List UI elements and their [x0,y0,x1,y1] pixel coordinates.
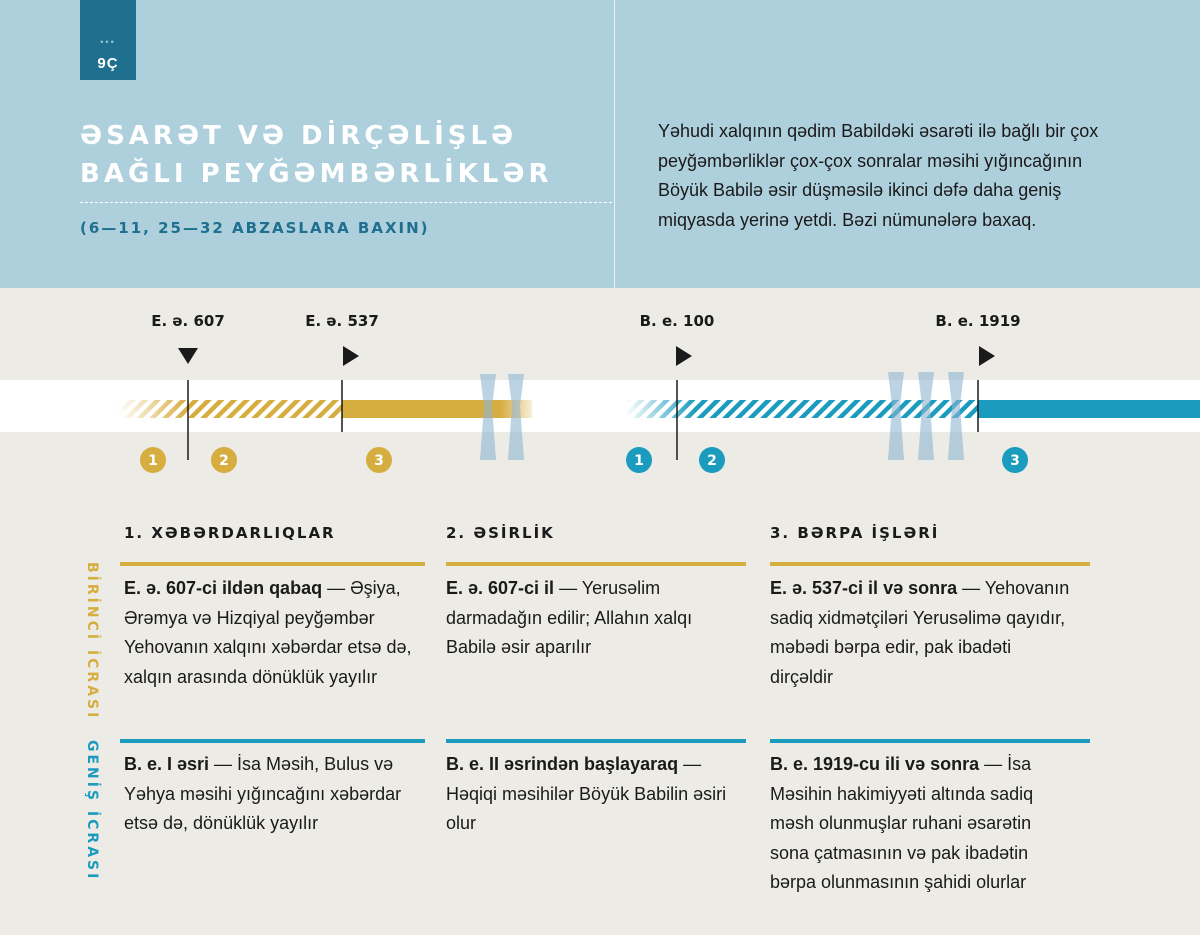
date-label-gold-2: E. ə. 537 [305,312,379,330]
cell-second-restoration-date: B. e. 1919-cu ili və sonra [770,754,980,774]
tag-dots: ••• [100,37,116,47]
rule-gold-col3 [770,562,1090,566]
cell-first-captivity [446,574,736,663]
tag-number: 9Ç [97,55,119,72]
cell-second-captivity-date: B. e. II əsrindən başlayaraq [446,754,679,774]
header-divider [614,0,615,288]
blue-marker-3-label: 3 [1010,453,1020,469]
blue-solid-track [978,400,1200,418]
gold-marker-2-label: 2 [219,453,229,469]
cell-second-restoration [770,750,1070,898]
cell-second-captivity-text: — Həqiqi məsihilər Böyük Babilin əsiri olur [446,754,727,833]
page-title [80,117,610,193]
side-label-greater-fulfillment: GENİŞ İCRASI [84,740,100,882]
header-panel [0,0,1200,288]
cell-second-warnings-text: — İsa Məsih, Bulus və Yəhya məsihi yığıncağını xəbərdar etsə də, dönüklük yayılır [124,754,402,833]
date-label-blue-1: B. e. 100 [639,312,715,330]
cell-first-restoration [770,574,1070,692]
title-line-2: BAĞLI PEYĞƏMBƏRLİKLƏR [80,159,553,189]
rule-gold-col2 [446,562,746,566]
blue-marker-1-label: 1 [634,453,644,469]
title-line-1: ƏSARƏT VƏ DİRÇƏLİŞLƏ [80,121,518,151]
rule-gold-col1 [120,562,425,566]
timeline-graphic [0,300,1200,480]
date-label-blue-2: B. e. 1919 [935,312,1021,330]
pointer-right-1919 [979,346,995,366]
subtitle: (6—11, 25—32 ABZASLARA BAXIN) [80,219,430,237]
title-dashed-rule [80,202,612,203]
cell-second-restoration-text: — İsa Məsihin hakimiyyəti altında sadiq məsh olunmuşlar ruhani əsarətin sona çatmasının və pak ibadətin bərpa olunmasının şahidi olurlar [770,754,1034,892]
pointer-down-607 [178,348,198,364]
gold-marker-1-label: 1 [148,453,158,469]
gold-hatched-fade [118,400,188,418]
pointer-right-537 [343,346,359,366]
intro-paragraph: Yəhudi xalqının qədim Babildəki əsarəti ilə bağlı bir çox peyğəmbərliklər çox-çox sonralar məsihi yığıncağının Böyük Babilə əsir düşməsilə ikinci dəfə daha geniş miqyasda yerinə yetdi. Bəzi nümunələrə baxaq. [658,121,1099,230]
pointer-right-100 [676,346,692,366]
column-heading-restoration: 3. BƏRPA İŞLƏRİ [770,524,940,542]
blue-marker-2-label: 2 [707,453,717,469]
cell-second-warnings-date: B. e. I əsri [124,754,210,774]
cell-first-warnings [124,574,414,692]
cell-first-restoration-date: E. ə. 537-ci il və sonra [770,578,958,598]
rule-blue-col3 [770,739,1090,743]
rule-blue-col1 [120,739,425,743]
side-label-first-fulfillment: BİRİNCİ İCRASI [84,562,100,721]
gold-marker-3-label: 3 [374,453,384,469]
date-label-gold-1: E. ə. 607 [151,312,225,330]
blue-time-break [888,372,964,460]
cell-first-captivity-text: — Yerusəlim darmadağın edilir; Allahın xalqı Babilə əsir aparılır [446,578,693,657]
cell-second-warnings [124,750,414,839]
cell-second-captivity [446,750,746,839]
cell-first-captivity-date: E. ə. 607-ci il [446,578,555,598]
section-tag [80,0,136,80]
cell-first-warnings-date: E. ə. 607-ci ildən qabaq [124,578,323,598]
column-heading-captivity: 2. ƏSİRLİK [446,524,555,542]
cell-first-warnings-text: — Əşiya, Ərəmya və Hizqiyal peyğəmbər Yehovanın xalqını xəbərdar etsə də, xalqın arasında dönüklük yayılır [124,578,412,687]
rule-blue-col2 [446,739,746,743]
blue-hatched-fade [626,400,696,418]
column-heading-warnings: 1. XƏBƏRDARLIQLAR [124,524,336,542]
cell-first-restoration-text: — Yehovanın sadiq xidmətçiləri Yerusəlimə qayıdır, məbədi bərpa edir, pak ibadəti dirçəldir [770,578,1070,687]
